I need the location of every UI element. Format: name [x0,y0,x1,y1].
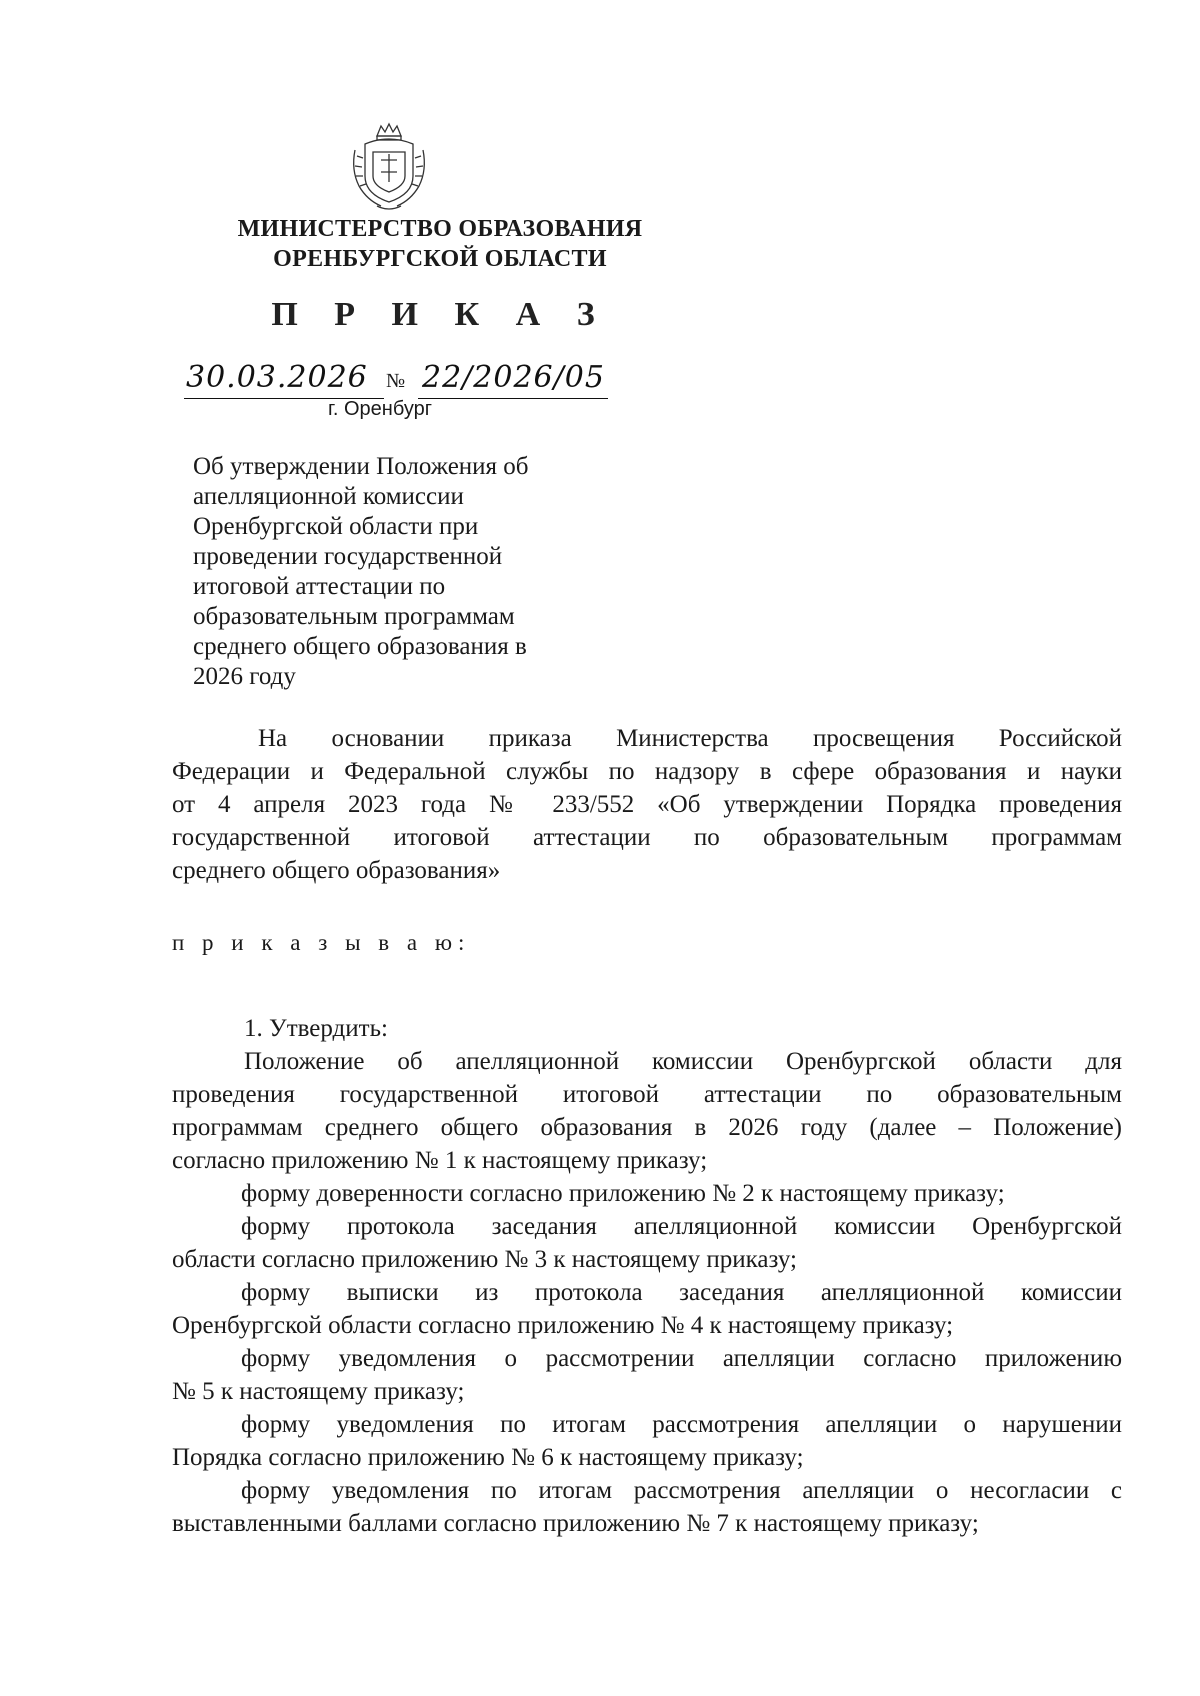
item-line: выставленными баллами согласно приложению № 7 к настоящему приказу; [172,1510,979,1537]
basis-line: На основании приказа Министерства просвещения Российской [258,725,1122,752]
item-line: форму доверенности согласно приложению № 2 к настоящему приказу; [241,1180,1005,1207]
item-line: форму уведомления по итогам рассмотрения апелляции о несогласии с [241,1477,1122,1504]
ministry-name-line2: ОРЕНБУРГСКОЙ ОБЛАСТИ [273,246,607,272]
basis-paragraph [172,722,1122,887]
order-operative-word: п р и к а з ы в а ю: [172,930,471,955]
item-line: проведения государственной итоговой аттестации по образовательным [172,1081,1122,1108]
item-line: программам среднего общего образования в 2026 году (далее – Положение) [172,1114,1122,1141]
item-line: № 5 к настоящему приказу; [172,1378,465,1405]
item-line: форму уведомления по итогам рассмотрения апелляции о нарушении [241,1411,1122,1438]
oblast-coat-of-arms-icon [347,120,431,212]
city-label: г. Оренбург [328,398,433,420]
ministry-name-line1: МИНИСТЕРСТВО ОБРАЗОВАНИЯ [237,216,643,242]
basis-line: государственной итоговой аттестации по образовательным программам [172,824,1122,851]
item-heading: 1. Утвердить: [244,1015,388,1042]
item-line: области согласно приложению № 3 к настоящему приказу; [172,1246,797,1273]
item-line: Оренбургской области согласно приложению № 4 к настоящему приказу; [172,1312,954,1339]
basis-line: Федерации и Федеральной службы по надзору в сфере образования и науки [172,758,1122,785]
document-type-title: П Р И К А З [271,296,609,333]
item-line: форму выписки из протокола заседания апелляционной комиссии [241,1279,1122,1306]
basis-line: среднего общего образования» [172,857,501,884]
item-line: Положение об апелляционной комиссии Оренбургской области для [244,1048,1122,1075]
order-items [172,1012,1122,1540]
basis-line: от 4 апреля 2023 года № 233/552 «Об утверждении Порядка проведения [172,791,1122,818]
number-sign: № [386,370,406,392]
order-number: 22/2026/05 [422,360,605,395]
item-line: форму протокола заседания апелляционной комиссии Оренбургской [241,1213,1122,1240]
item-line: согласно приложению № 1 к настоящему приказу; [172,1147,708,1174]
item-line: форму уведомления о рассмотрении апелляции согласно приложению [241,1345,1122,1372]
order-subject: Об утверждении Положения об апелляционной комиссии Оренбургской области при проведении государственной итоговой аттестации по образовательным программам среднего общего образования в 2026 году [193,453,529,690]
item-line: Порядка согласно приложению № 6 к настоящему приказу; [172,1444,804,1471]
order-date: 30.03.2026 [186,360,368,395]
number-underline [418,398,608,399]
